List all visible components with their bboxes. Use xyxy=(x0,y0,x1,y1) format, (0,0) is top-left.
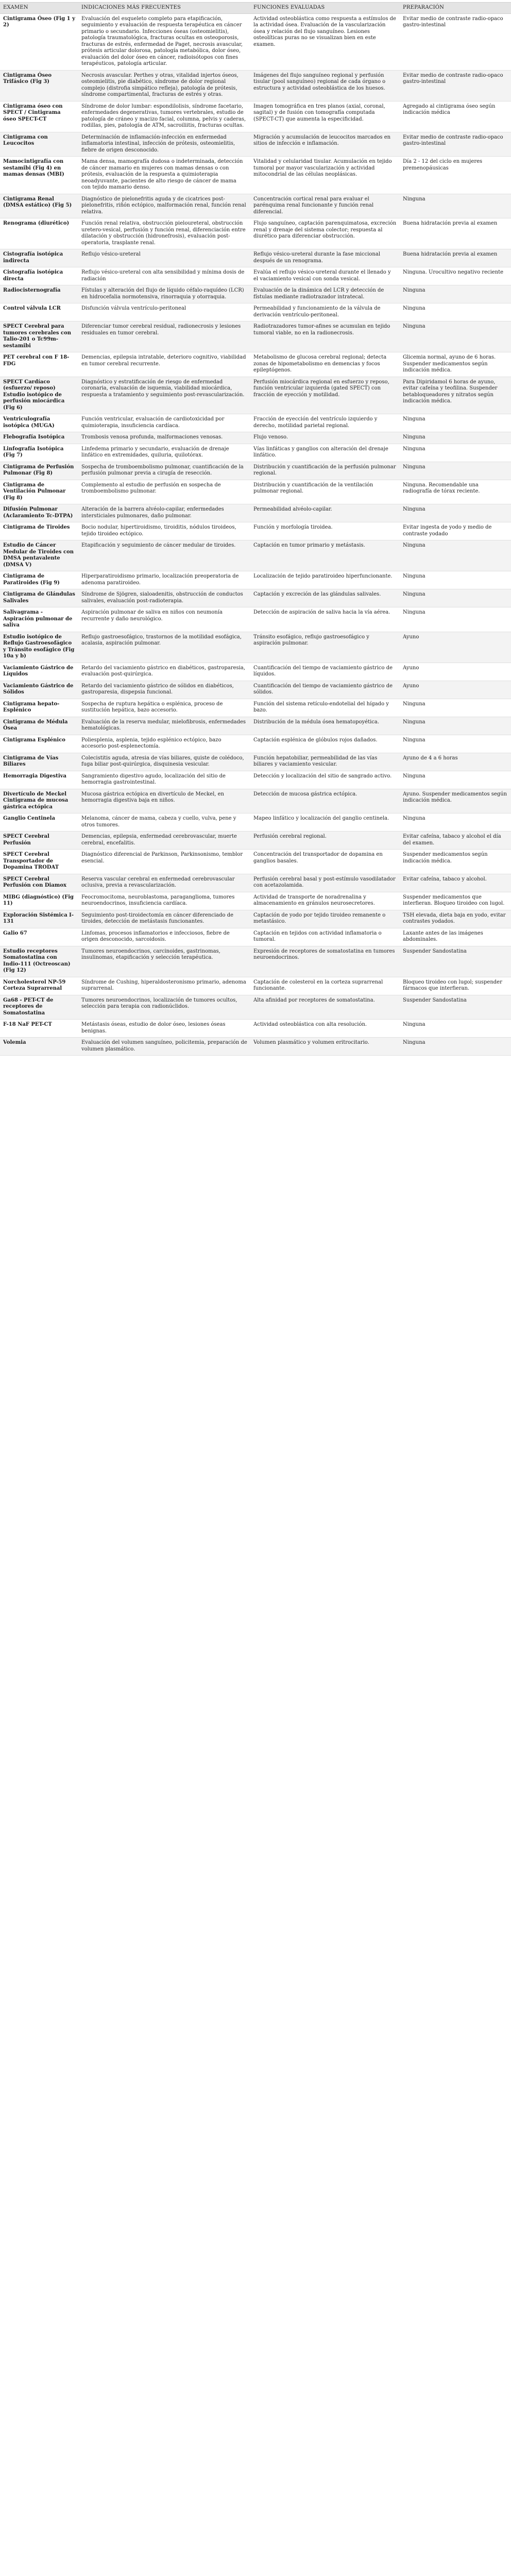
table-row xyxy=(0,874,511,892)
preparation-cell: Evitar medio de contraste radio-opaco gastro-intestinal xyxy=(400,13,511,70)
indications-cell: Aspiración pulmonar de saliva en niños con neumonía recurrente y daño neurológico. xyxy=(78,607,250,632)
table-row xyxy=(0,946,511,977)
preparation-cell: Ninguna xyxy=(400,194,511,218)
exam-name: Cintigrama de Vías Biliares xyxy=(0,753,78,771)
functions-cell: Cuantificación del tiempo de vaciamiento gástrico de líquidos. xyxy=(250,663,400,681)
indications-cell: Tumores neuroendocrinos, carcinoides, gastrinomas, insulinomas, etapificación y selección terapéutica. xyxy=(78,946,250,977)
exam-name: Exploración Sistémica I-131 xyxy=(0,910,78,928)
functions-cell: Imagen tomográfica en tres planos (axial, coronal, sagital) y de fusión con tomografía computada (SPECT-CT) que aumenta la especificidad. xyxy=(250,101,400,132)
exam-name: Cintigrama con Leucocitos xyxy=(0,132,78,157)
indications-cell: Demencias, epilepsia, enfermedad cerebrovascular, muerte cerebral, encefalitis. xyxy=(78,832,250,850)
table-row xyxy=(0,194,511,218)
preparation-cell: Ayuno xyxy=(400,663,511,681)
exam-name: Ga68 - PET-CT de receptores de Somatostatina xyxy=(0,995,78,1020)
exam-name: Ganglio Centinela xyxy=(0,814,78,832)
indications-cell: Sospecha de ruptura hepática o esplénica, proceso de sustitución hepática, bazo accesorio. xyxy=(78,699,250,717)
functions-cell: Función hepatobiliar, permeabilidad de las vías biliares y vaciamiento vesicular. xyxy=(250,753,400,771)
preparation-cell: Ninguna xyxy=(400,432,511,444)
preparation-cell: Glicemia normal, ayuno de 6 horas. Suspender medicamentos según indicación médica. xyxy=(400,352,511,377)
table-row xyxy=(0,814,511,832)
indications-cell: Función ventricular, evaluación de cardiotoxicidad por quimioterapia, insuficiencia cardíaca. xyxy=(78,414,250,432)
indications-cell: Disfunción válvula ventrículo-peritoneal xyxy=(78,303,250,321)
preparation-cell: Ayuno. Suspender medicamentos según indicación médica. xyxy=(400,789,511,814)
indications-cell: Hiperparatiroidismo primario, localización preoperatoria de adenoma paratiroideo. xyxy=(78,571,250,589)
functions-cell: Migración y acumulación de leucocitos marcados en sitios de infección e inflamación. xyxy=(250,132,400,157)
functions-cell: Localización de tejido paratiroideo hiperfuncionante. xyxy=(250,571,400,589)
functions-cell: Actividad osteoblástica como respuesta a estímulos de la actividad ósea. Evaluación de la vascularización ósea y relación del flujo sanguíneo. Lesiones osteolíticas puras no se visualizan bien en este examen. xyxy=(250,13,400,70)
indications-cell: Seguimiento post-tiroidectomía en cáncer diferenciado de tiroides, detección de metástasis funcionantes. xyxy=(78,910,250,928)
preparation-cell: Evitar ingesta de yodo y medio de contraste yodado xyxy=(400,522,511,540)
table-row xyxy=(0,377,511,414)
exam-name: Renograma (diurético) xyxy=(0,218,78,249)
table-row xyxy=(0,995,511,1020)
preparation-cell: Ninguna xyxy=(400,607,511,632)
functions-cell: Vitalidad y celularidad tisular. Acumulación en tejido tumoral por mayor vascularización y actividad mitocondrial de las células neoplásicas. xyxy=(250,157,400,194)
functions-cell: Captación de colesterol en la corteza suprarrenal funcionante. xyxy=(250,977,400,995)
table-row xyxy=(0,13,511,70)
exam-table xyxy=(0,2,511,1056)
indications-cell: Bocio nodular, hipertiroidismo, tiroiditis, nódulos tiroideos, tejido tiroideo ectópico. xyxy=(78,522,250,540)
header-row xyxy=(0,3,511,14)
table-row xyxy=(0,218,511,249)
table-row xyxy=(0,663,511,681)
table-row xyxy=(0,850,511,874)
preparation-cell: Evitar cafeína, tabaco y alcohol el día del examen. xyxy=(400,832,511,850)
preparation-cell: Ninguna xyxy=(400,414,511,432)
indications-cell: Trombosis venosa profunda, malformaciones venosas. xyxy=(78,432,250,444)
functions-cell: Detección de aspiración de saliva hacia la vía aérea. xyxy=(250,607,400,632)
preparation-cell: Bloqueo tiroideo con lugol; suspender fármacos que interfieran. xyxy=(400,977,511,995)
table-row xyxy=(0,717,511,735)
functions-cell: Distribución y cuantificación de la ventilación pulmonar regional. xyxy=(250,480,400,504)
preparation-cell: Ayuno de 4 a 6 horas xyxy=(400,753,511,771)
functions-cell: Captación de yodo por tejido tiroideo remanente o metastásico. xyxy=(250,910,400,928)
functions-cell: Perfusión miocárdica regional en esfuerzo y reposo, función ventricular izquierda (gated SPECT) con fracción de eyección y motilidad. xyxy=(250,377,400,414)
preparation-cell: Ninguna xyxy=(400,444,511,462)
preparation-cell: Laxante antes de las imágenes abdominales. xyxy=(400,928,511,946)
exam-name: Cintigrama de Tiroides xyxy=(0,522,78,540)
table-row xyxy=(0,607,511,632)
table-row xyxy=(0,589,511,607)
table-row xyxy=(0,681,511,699)
indications-cell: Linfedema primario y secundario, evaluación de drenaje linfático en extremidades, quiluria, quilotórax. xyxy=(78,444,250,462)
preparation-cell: Suspender medicamentos que interfieran. Bloqueo tiroideo con lugol. xyxy=(400,892,511,910)
indications-cell: Sospecha de tromboembolismo pulmonar, cuantificación de la perfusión pulmonar previa a cirugía de resección. xyxy=(78,462,250,480)
table-row xyxy=(0,432,511,444)
exam-name: Galio 67 xyxy=(0,928,78,946)
functions-cell: Captación en tejidos con actividad inflamatoria o tumoral. xyxy=(250,928,400,946)
functions-cell: Perfusión cerebral basal y post-estímulo vasodilatador con acetazolamida. xyxy=(250,874,400,892)
table-header xyxy=(0,3,511,14)
preparation-cell: Buena hidratación previa al examen xyxy=(400,218,511,249)
functions-cell: Distribución de la médula ósea hematopoyética. xyxy=(250,717,400,735)
exam-name: Ventriculografía isotópica (MUGA) xyxy=(0,414,78,432)
indications-cell: Necrosis avascular. Perthes y otras, vitalidad injertos óseos, osteomielitis, pie diabético, síndrome de dolor regional complejo (distrofia simpático refleja), patología de prótesis, síndrome compartimental, fracturas de estrés y otras. xyxy=(78,70,250,101)
exam-name: Cintigrama Óseo Trifásico (Fig 3) xyxy=(0,70,78,101)
table-row xyxy=(0,540,511,571)
indications-cell: Alteración de la barrera alvéolo-capilar, enfermedades intersticiales pulmonares, daño pulmonar. xyxy=(78,504,250,522)
indications-cell: Feocromocitoma, neuroblastoma, paraganglioma, tumores neuroendocrinos, insuficiencia cardíaca. xyxy=(78,892,250,910)
exam-name: SPECT Cerebral Perfusión con Diamox xyxy=(0,874,78,892)
indications-cell: Etapificación y seguimiento de cáncer medular de tiroides. xyxy=(78,540,250,571)
preparation-cell: Ninguna xyxy=(400,321,511,352)
functions-cell: Detección y localización del sitio de sangrado activo. xyxy=(250,771,400,789)
table-row xyxy=(0,321,511,352)
functions-cell: Captación y excreción de las glándulas salivales. xyxy=(250,589,400,607)
header-preparation: PREPARACIÓN xyxy=(400,3,511,14)
header-functions: FUNCIONES EVALUADAS xyxy=(250,3,400,14)
table-row xyxy=(0,285,511,303)
preparation-cell: Ninguna xyxy=(400,589,511,607)
exam-name: Vaciamiento Gástrico de Sólidos xyxy=(0,681,78,699)
indications-cell: Evaluación de la reserva medular, mielofibrosis, enfermedades hematológicas. xyxy=(78,717,250,735)
indications-cell: Tumores neuroendocrinos, localización de tumores ocultos, selección para terapia con radionúclidos. xyxy=(78,995,250,1020)
preparation-cell: Ninguna xyxy=(400,540,511,571)
exam-name: Cintigrama de Ventilación Pulmonar (Fig 8) xyxy=(0,480,78,504)
preparation-cell: Ninguna xyxy=(400,462,511,480)
table-row xyxy=(0,1038,511,1056)
table-row xyxy=(0,892,511,910)
exam-name: Cintigrama Óseo (Fig 1 y 2) xyxy=(0,13,78,70)
table-row xyxy=(0,70,511,101)
preparation-cell: Ninguna xyxy=(400,303,511,321)
functions-cell: Alta afinidad por receptores de somatostatina. xyxy=(250,995,400,1020)
exam-name: Vaciamiento Gástrico de Líquidos xyxy=(0,663,78,681)
indications-cell: Reserva vascular cerebral en enfermedad cerebrovascular oclusiva, previa a revascularización. xyxy=(78,874,250,892)
table-row xyxy=(0,928,511,946)
indications-cell: Síndrome de Sjögren, sialoadenitis, obstrucción de conductos salivales, evaluación post-radioterapia. xyxy=(78,589,250,607)
table-row xyxy=(0,1020,511,1038)
table-row xyxy=(0,735,511,753)
indications-cell: Poliesplenia, asplenia, tejido esplénico ectópico, bazo accesorio post-esplenectomía. xyxy=(78,735,250,753)
table-row xyxy=(0,771,511,789)
preparation-cell: Evitar medio de contraste radio-opaco gastro-intestinal xyxy=(400,132,511,157)
table-row xyxy=(0,504,511,522)
indications-cell: Sangramiento digestivo agudo, localización del sitio de hemorragia gastrointestinal. xyxy=(78,771,250,789)
preparation-cell: Ninguna xyxy=(400,504,511,522)
preparation-cell: Ninguna xyxy=(400,1038,511,1056)
table-row xyxy=(0,303,511,321)
exam-name: Radiocisternografía xyxy=(0,285,78,303)
table-row xyxy=(0,249,511,267)
preparation-cell: Ninguna xyxy=(400,814,511,832)
exam-name: SPECT Cerebral para tumores cerebrales con Talio-201 o Tc99m-sestamibi xyxy=(0,321,78,352)
exam-name: Cintigrama Esplénico xyxy=(0,735,78,753)
exam-name: Flebografía Isotópica xyxy=(0,432,78,444)
indications-cell: Complemento al estudio de perfusión en sospecha de tromboembolismo pulmonar. xyxy=(78,480,250,504)
functions-cell: Captación en tumor primario y metástasis. xyxy=(250,540,400,571)
indications-cell: Evaluación del volumen sanguíneo, policitemia, preparación de volumen plasmático. xyxy=(78,1038,250,1056)
functions-cell: Actividad osteoblástica con alta resolución. xyxy=(250,1020,400,1038)
indications-cell: Reflujo vésico-ureteral con alta sensibilidad y mínima dosis de radiación xyxy=(78,267,250,285)
indications-cell: Diagnóstico y estratificación de riesgo de enfermedad coronaria, evaluación de isquemia, viabilidad miocárdica, respuesta a tratamiento y seguimiento post-revascularización. xyxy=(78,377,250,414)
preparation-cell: Ninguna. Urocultivo negativo reciente xyxy=(400,267,511,285)
functions-cell: Radiotrazadores tumor-afines se acumulan en tejido tumoral viable, no en la radionecrosis. xyxy=(250,321,400,352)
table-row xyxy=(0,101,511,132)
exam-name: PET cerebral con F 18-FDG xyxy=(0,352,78,377)
exam-name: Hemorragia Digestiva xyxy=(0,771,78,789)
table-row xyxy=(0,753,511,771)
functions-cell: Cuantificación del tiempo de vaciamiento gástrico de sólidos. xyxy=(250,681,400,699)
preparation-cell: Para Dipiridamol 6 horas de ayuno, evitar cafeína y teofilina. Suspender betabloqueadores y nitratos según indicación médica. xyxy=(400,377,511,414)
preparation-cell: Ayuno xyxy=(400,681,511,699)
table-row xyxy=(0,699,511,717)
indications-cell: Retardo del vaciamiento gástrico de sólidos en diabéticos, gastroparesia, dispepsia funcional. xyxy=(78,681,250,699)
table-row xyxy=(0,157,511,194)
preparation-cell: Ninguna xyxy=(400,571,511,589)
preparation-cell: Suspender Sandostatina xyxy=(400,946,511,977)
preparation-cell: Ninguna xyxy=(400,699,511,717)
table-row xyxy=(0,910,511,928)
functions-cell: Permeabilidad alvéolo-capilar. xyxy=(250,504,400,522)
preparation-cell: Suspender Sandostatina xyxy=(400,995,511,1020)
page xyxy=(0,0,511,1056)
indications-cell: Linfomas, procesos inflamatorios e infecciosos, fiebre de origen desconocido, sarcoidosis. xyxy=(78,928,250,946)
preparation-cell: Ninguna xyxy=(400,771,511,789)
functions-cell: Fracción de eyección del ventrículo izquierdo y derecho, motilidad parietal regional. xyxy=(250,414,400,432)
exam-name: Estudio receptores Somatostatina con Indio-111 (Octreoscan) (Fig 12) xyxy=(0,946,78,977)
indications-cell: Evaluación del esqueleto completo para etapificación, seguimiento y evaluación de respuesta terapéutica en cáncer primario o secundario. Infecciones óseas (osteomielitis), patología traumatológica, fracturas ocultas en osteoporosis, fracturas de estrés, enfermedad de Paget, necrosis avascular, prótesis articular dolorosa, patología metabólica, dolor óseo, evaluación del dolor óseo en cáncer, radioisótopos con fines terapéuticos, patología articular. xyxy=(78,13,250,70)
indications-cell: Diagnóstico diferencial de Parkinson, Parkinsonismo, temblor esencial. xyxy=(78,850,250,874)
functions-cell: Tránsito esofágico, reflujo gastroesofágico y aspiración pulmonar. xyxy=(250,632,400,663)
exam-name: SPECT Cerebral Perfusión xyxy=(0,832,78,850)
indications-cell: Síndrome de Cushing, hiperaldosteronismo primario, adenoma suprarrenal. xyxy=(78,977,250,995)
indications-cell: Mama densa, mamografía dudosa o indeterminada, detección de cáncer mamario en mujeres con mamas densas o con prótesis, evaluación de la respuesta a quimioterapia neoadyuvante, pacientes de alto riesgo de cáncer de mama con tejido mamario denso. xyxy=(78,157,250,194)
functions-cell: Concentración del transportador de dopamina en ganglios basales. xyxy=(250,850,400,874)
preparation-cell: Suspender medicamentos según indicación médica. xyxy=(400,850,511,874)
functions-cell: Metabolismo de glucosa cerebral regional; detecta zonas de hipometabolismo en demencias y focos epileptógenos. xyxy=(250,352,400,377)
exam-name: Cistografía isotópica indirecta xyxy=(0,249,78,267)
exam-name: F-18 NaF PET-CT xyxy=(0,1020,78,1038)
functions-cell: Actividad de transporte de noradrenalina y almacenamiento en gránulos neurosecretores. xyxy=(250,892,400,910)
preparation-cell: TSH elevada, dieta baja en yodo, evitar contrastes yodados. xyxy=(400,910,511,928)
indications-cell: Reflujo gastroesofágico, trastornos de la motilidad esofágica, acalasia, aspiración pulmonar. xyxy=(78,632,250,663)
preparation-cell: Ninguna xyxy=(400,717,511,735)
table-row xyxy=(0,832,511,850)
exam-name: Estudio isotópico de Reflujo Gastroesofágico y Tránsito esofágico (Fig 10a y b) xyxy=(0,632,78,663)
preparation-cell: Ninguna xyxy=(400,1020,511,1038)
functions-cell: Mapeo linfático y localización del ganglio centinela. xyxy=(250,814,400,832)
exam-name: Cintigrama hepato-Esplénico xyxy=(0,699,78,717)
functions-cell: Imágenes del flujo sanguíneo regional y perfusión tisular (pool sanguíneo) regional de cada órgano o estructura y actividad osteoblástica de los huesos. xyxy=(250,70,400,101)
indications-cell: Mucosa gástrica ectópica en divertículo de Meckel, en hemorragia digestiva baja en niños. xyxy=(78,789,250,814)
exam-name: Cintigrama óseo con SPECT / Cintigrama óseo SPECT-CT xyxy=(0,101,78,132)
preparation-cell: Ninguna. Recomendable una radiografía de tórax reciente. xyxy=(400,480,511,504)
functions-cell: Captación esplénica de glóbulos rojos dañados. xyxy=(250,735,400,753)
functions-cell: Flujo sanguíneo, captación parenquimatosa, excreción renal y drenaje del sistema colector; respuesta al diurético para diferenciar obstrucción. xyxy=(250,218,400,249)
table-row xyxy=(0,414,511,432)
exam-name: Cintigrama de Médula Ósea xyxy=(0,717,78,735)
indications-cell: Retardo del vaciamiento gástrico en diabéticos, gastroparesia, evaluación post-quirúrgica. xyxy=(78,663,250,681)
indications-cell: Diferenciar tumor cerebral residual, radionecrosis y lesiones residuales en tumor cerebral. xyxy=(78,321,250,352)
table-row xyxy=(0,352,511,377)
indications-cell: Metástasis óseas, estudio de dolor óseo, lesiones óseas benignas. xyxy=(78,1020,250,1038)
indications-cell: Demencias, epilepsia intratable, deterioro cognitivo, viabilidad en tumor cerebral recurrente. xyxy=(78,352,250,377)
preparation-cell: Evitar cafeína, tabaco y alcohol. xyxy=(400,874,511,892)
functions-cell: Perfusión cerebral regional. xyxy=(250,832,400,850)
preparation-cell: Agregado al cintigrama óseo según indicación médica xyxy=(400,101,511,132)
functions-cell: Expresión de receptores de somatostatina en tumores neuroendocrinos. xyxy=(250,946,400,977)
functions-cell: Volumen plasmático y volumen eritrocitario. xyxy=(250,1038,400,1056)
exam-name: SPECT Cardíaco (esfuerzo/ reposo) Estudio isotópico de perfusión miocárdica (Fig 6) xyxy=(0,377,78,414)
table-row xyxy=(0,444,511,462)
indications-cell: Diagnóstico de pielonefritis aguda y de cicatrices post-pielonefritis, riñón ectópico, malformación renal, función renal relativa. xyxy=(78,194,250,218)
functions-cell: Evalúa el reflujo vésico-ureteral durante el llenado y el vaciamiento vesical con sonda vesical. xyxy=(250,267,400,285)
exam-name: Cintigrama de Glándulas Salivales xyxy=(0,589,78,607)
table-body xyxy=(0,13,511,1056)
functions-cell: Concentración cortical renal para evaluar el parénquima renal funcionante y función renal diferencial. xyxy=(250,194,400,218)
functions-cell: Detección de mucosa gástrica ectópica. xyxy=(250,789,400,814)
exam-name: Cistografía isotópica directa xyxy=(0,267,78,285)
preparation-cell: Día 2 - 12 del ciclo en mujeres premenopáusicas xyxy=(400,157,511,194)
exam-name: SPECT Cerebral Transportador de Dopamina TRODAT xyxy=(0,850,78,874)
indications-cell: Función renal relativa, obstrucción pieloureteral, obstrucción uretero-vesical, perfusión y función renal, diferenciación entre dilatación y obstrucción (hidronefrosis), evaluación post-operatoria, trasplante renal. xyxy=(78,218,250,249)
exam-name: Norcholesterol NP-59 Corteza Suprarrenal xyxy=(0,977,78,995)
exam-name: Cintigrama Renal (DMSA estático) (Fig 5) xyxy=(0,194,78,218)
indications-cell: Colecistitis aguda, atresia de vías biliares, quiste de colédoco, fuga biliar post-quirúrgica, disquinesia vesicular. xyxy=(78,753,250,771)
preparation-cell: Ninguna xyxy=(400,735,511,753)
exam-name: Salivagrama - Aspiración pulmonar de saliva xyxy=(0,607,78,632)
exam-name: Cintigrama de Paratiroides (Fig 9) xyxy=(0,571,78,589)
exam-name: Linfografía Isotópica (Fig 7) xyxy=(0,444,78,462)
exam-name: Control válvula LCR xyxy=(0,303,78,321)
table-row xyxy=(0,522,511,540)
functions-cell: Permeabilidad y funcionamiento de la válvula de derivación ventrículo-peritoneal. xyxy=(250,303,400,321)
indications-cell: Fístulas y alteración del flujo de líquido céfalo-raquídeo (LCR) en hidrocefalia normotensiva, rinorraquia y otorraquia. xyxy=(78,285,250,303)
indications-cell: Melanoma, cáncer de mama, cabeza y cuello, vulva, pene y otros tumores. xyxy=(78,814,250,832)
exam-name: Mamocintigrafía con sestamibi (Fig 4) en mamas densas (MBI) xyxy=(0,157,78,194)
functions-cell: Función del sistema retículo-endotelial del hígado y bazo. xyxy=(250,699,400,717)
exam-name: Estudio de Cáncer Medular de Tiroides con DMSA pentavalente (DMSA V) xyxy=(0,540,78,571)
exam-name: Cintigrama de Perfusión Pulmonar (Fig 8) xyxy=(0,462,78,480)
header-exam: EXAMEN xyxy=(0,3,78,14)
functions-cell: Reflujo vésico-ureteral durante la fase miccional después de un renograma. xyxy=(250,249,400,267)
header-indications: INDICACIONES MÁS FRECUENTES xyxy=(78,3,250,14)
exam-name: Volemia xyxy=(0,1038,78,1056)
exam-name: MIBG (diagnóstico) (Fig 11) xyxy=(0,892,78,910)
table-row xyxy=(0,977,511,995)
exam-name: Difusión Pulmonar (Aclaramiento Tc-DTPA) xyxy=(0,504,78,522)
table-row xyxy=(0,462,511,480)
indications-cell: Reflujo vésico-ureteral xyxy=(78,249,250,267)
functions-cell: Flujo venoso. xyxy=(250,432,400,444)
table-row xyxy=(0,632,511,663)
preparation-cell: Ninguna xyxy=(400,285,511,303)
functions-cell: Función y morfología tiroidea. xyxy=(250,522,400,540)
table-row xyxy=(0,571,511,589)
exam-name: Divertículo de Meckel Cintigrama de mucosa gástrica ectópica xyxy=(0,789,78,814)
table-row xyxy=(0,480,511,504)
table-row xyxy=(0,132,511,157)
indications-cell: Determinación de inflamación-infección en enfermedad inflamatoria intestinal, infección de prótesis, osteomielitis, fiebre de origen desconocido. xyxy=(78,132,250,157)
preparation-cell: Ayuno xyxy=(400,632,511,663)
preparation-cell: Buena hidratación previa al examen xyxy=(400,249,511,267)
preparation-cell: Evitar medio de contraste radio-opaco gastro-intestinal xyxy=(400,70,511,101)
functions-cell: Vías linfáticas y ganglios con alteración del drenaje linfático. xyxy=(250,444,400,462)
table-row xyxy=(0,267,511,285)
table-row xyxy=(0,789,511,814)
functions-cell: Evaluación de la dinámica del LCR y detección de fístulas mediante radiotrazador intratecal. xyxy=(250,285,400,303)
indications-cell: Síndrome de dolor lumbar: espondilolisis, síndrome facetario, enfermedades degenerativas, tumores vertebrales, estudio de patología de cráneo y macizo facial, columna, pelvis y caderas, rodillas, pies, patología de ATM, sacroiliitis, fracturas ocultas. xyxy=(78,101,250,132)
functions-cell: Distribución y cuantificación de la perfusión pulmonar regional. xyxy=(250,462,400,480)
